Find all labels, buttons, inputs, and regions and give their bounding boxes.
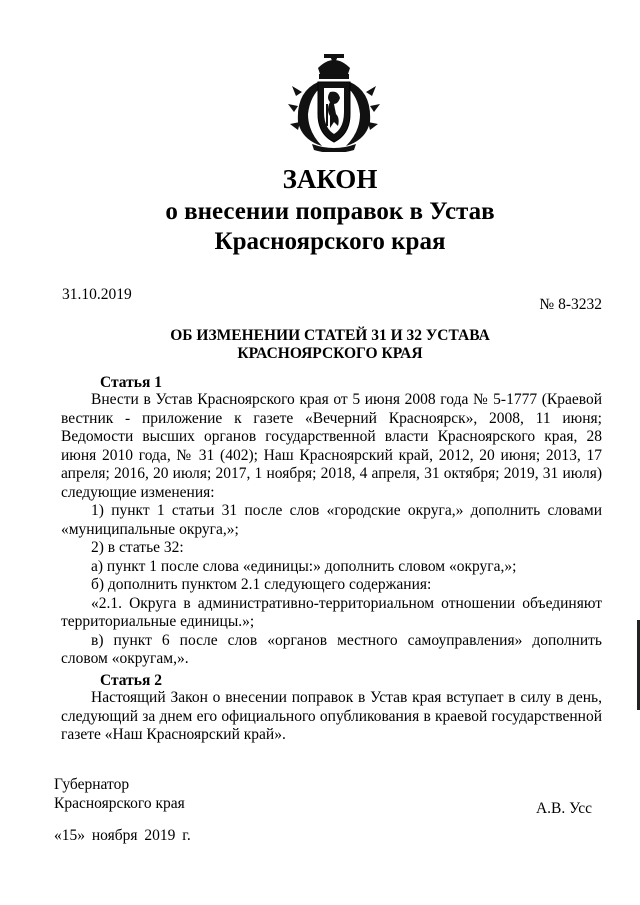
article1-body (61, 391, 602, 669)
signatory-position (54, 775, 185, 813)
article2-heading: Статья 2 (100, 672, 162, 689)
article1-paragraph: «2.1. Округа в административно-территориальном отношении объединяют территориальные единицы.»; (61, 594, 602, 630)
article2-paragraph: Настоящий Закон о внесении поправок в Устав края вступает в силу в день, следующий за днем его официального опубликования в краевой государственной газете «Наш Красноярский край». (61, 689, 602, 743)
law-subtitle-line2: Красноярского края (214, 228, 446, 255)
article1-paragraph: б) дополнить пунктом 2.1 следующего содержания: (91, 576, 432, 593)
article1-heading: Статья 1 (100, 374, 162, 391)
subject-line2: КРАСНОЯРСКОГО КРАЯ (237, 345, 423, 362)
signatory-name: А.В. Усс (535, 800, 592, 817)
law-subtitle-line1: о внесении поправок в Устав (165, 198, 495, 225)
subject-line1: ОБ ИЗМЕНЕНИИ СТАТЕЙ 31 И 32 УСТАВА (170, 327, 490, 344)
signatory-position-line2: Красноярского края (54, 795, 185, 812)
law-number: № 8-3232 (539, 296, 602, 313)
article1-paragraph: в) пункт 6 после слов «органов местного самоуправления» дополнить словом «округам,». (61, 631, 602, 667)
article1-paragraph: Внести в Устав Красноярского края от 5 июня 2008 года № 5-1777 (Краевой вестник - приложение к газете «Вечерний Красноярск», 2008, 11 июня; Ведомости высших органов государственной власти Красноярского края, 28 июня 2010 года, № 31 (402); Наш Красноярский край, 2012, 20 июня; 2013, 17 апреля; 2016, 20 июля; 2017, 1 ноября; 2018, 4 апреля, 31 октября; 2019, 31 июля) следующие изменения: (61, 391, 602, 501)
krasnoyarsk-coat-of-arms-icon (288, 52, 380, 152)
article1-paragraph: 2) в статье 32: (91, 539, 184, 556)
law-title: ЗАКОН (282, 164, 378, 194)
article1-paragraph: а) пункт 1 после слова «единицы:» дополнить словом «округа,»; (91, 557, 517, 575)
adoption-date: 31.10.2019 (62, 286, 132, 303)
signing-date: «15» ноября 2019 г. (54, 827, 191, 844)
article2-body (61, 689, 602, 745)
signatory-position-line1: Губернатор (54, 776, 130, 793)
article1-paragraph: 1) пункт 1 статьи 31 после слов «городские округа,» дополнить словами «муниципальные округа,»; (61, 502, 602, 538)
